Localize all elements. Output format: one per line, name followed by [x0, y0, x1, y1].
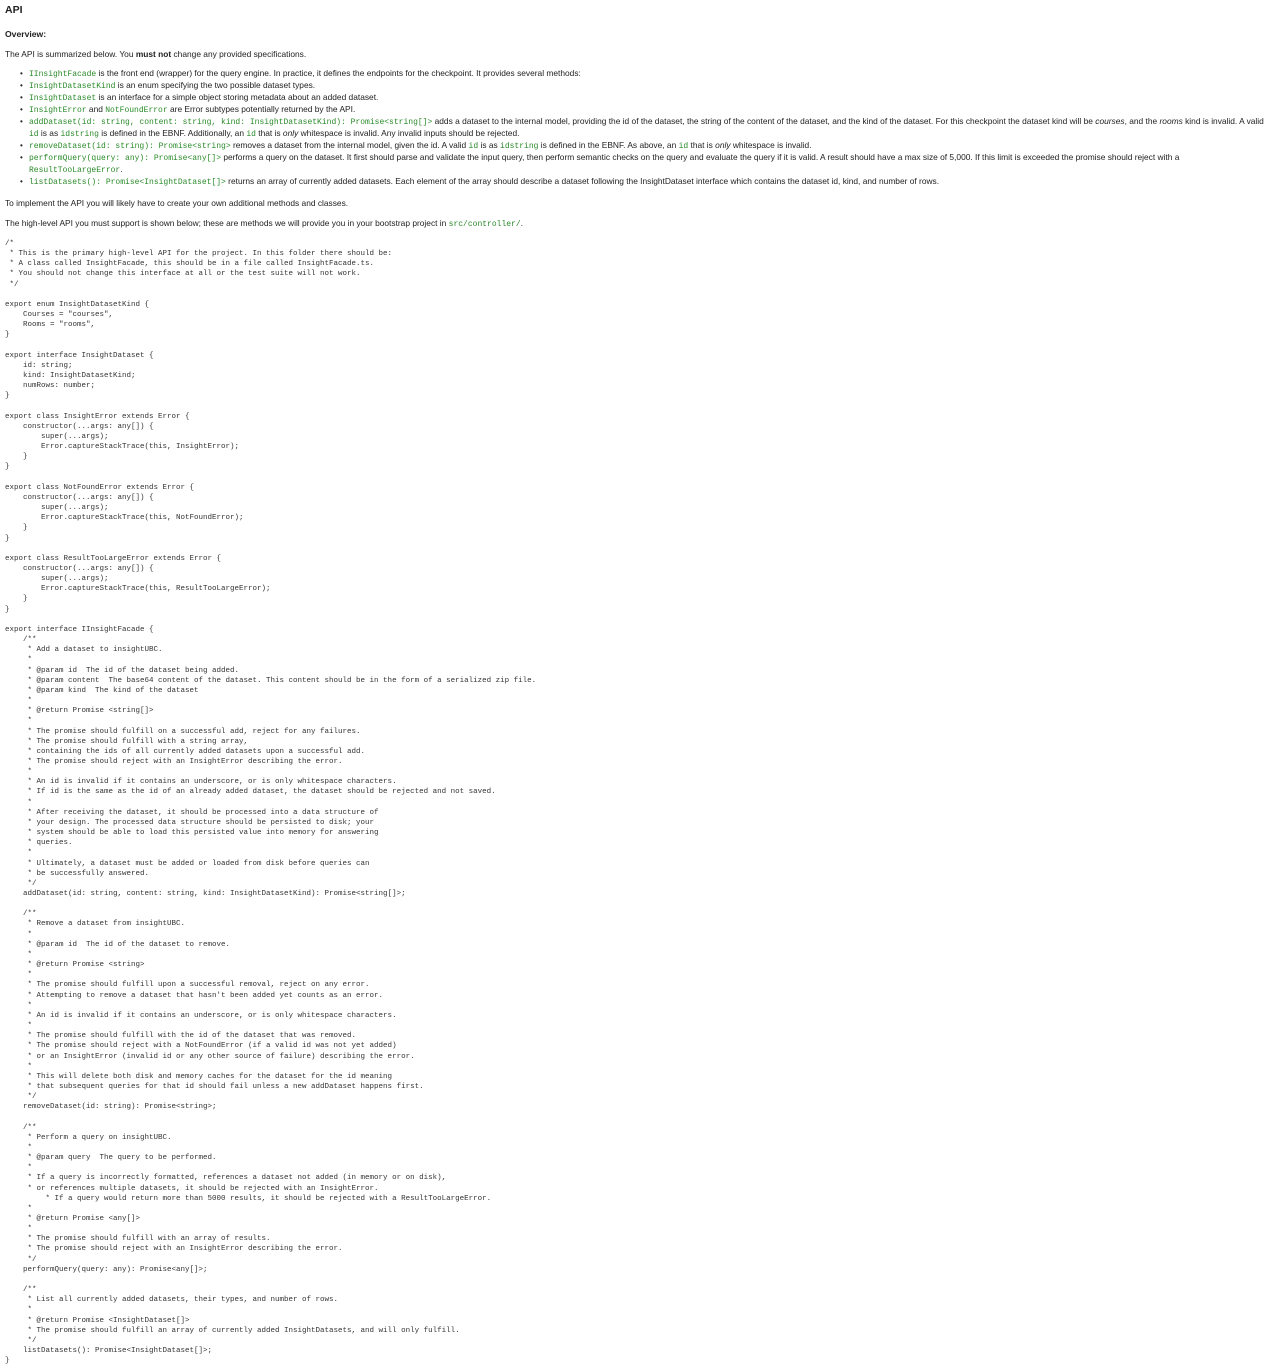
list-item — [29, 92, 1271, 104]
inline-code: idstring — [500, 142, 539, 151]
list-item-text: is an interface for a simple object storing metadata about an added dataset. — [96, 92, 379, 102]
emphasis: only — [715, 140, 731, 150]
intro-strong: must not — [135, 49, 172, 59]
inline-code: removeDataset(id: string): Promise<string> — [29, 142, 231, 151]
code-listing: /* * This is the primary high-level API for the project. In this folder there should be: * A class called InsightFacade, this should be in a file called InsightFacade.ts. * You should not change this interface at all or the test suite will not work. */ export enum InsightDatasetKind { Courses = "courses", Rooms = "rooms", } export interface InsightDataset { id: string; kind: InsightDatasetKind; numRows: number; } export class InsightError extends Error { constructor(...args: any[]) { super(...args); Error.captureStackTrace(this, InsightError); } } export class NotFoundError extends Error { constructor(...args: any[]) { super(...args); Error.captureStackTrace(this, NotFoundError); } } export class ResultTooLargeError extends Error { constructor(...args: any[]) { super(...args); Error.captureStackTrace(this, ResultTooLargeError); } } export interface IInsightFacade { /** * Add a dataset to insightUBC. * * @param id The id of the dataset being added. * @param content The base64 content of the dataset. This content should be in the form of a serialized zip file. * @param kind The kind of the dataset * * @return Promise <string[]> * * The promise should fulfill on a successful add, reject for any failures. * The promise should fulfill with a string array, * containing the ids of all currently added datasets upon a successful add. * The promise should reject with an InsightError describing the error. * * An id is invalid if it contains an underscore, or is only whitespace characters. * If id is the same as the id of an already added dataset, the dataset should be rejected and not saved. * * After receiving the dataset, it should be processed into a data structure of * your design. The processed data structure should be persisted to disk; your * system should be able to load this persisted value into memory for answering * queries. * * Ultimately, a dataset must be added or loaded from disk before queries can * be successfully answered. */ addDataset(id: string, content: string, kind: InsightDatasetKind): Promise<string[]>; /** * Remove a dataset from insightUBC. * * @param id The id of the dataset to remove. * * @return Promise <string> * * The promise should fulfill upon a successful removal, reject on any error. * Attempting to remove a dataset that hasn't been added yet counts as an error. * * An id is invalid if it contains an underscore, or is only whitespace characters. * * The promise should fulfill with the id of the dataset that was removed. * The promise should reject with a NotFoundError (if a valid id was not yet added) * or an InsightError (invalid id or any other source of failure) describing the error. * * This will delete both disk and memory caches for the dataset for the id meaning * that subsequent queries for that id should fail unless a new addDataset happens first. */ removeDataset(id: string): Promise<string>; /** * Perform a query on insightUBC. * * @param query The query to be performed. * * If a query is incorrectly formatted, references a dataset not added (in memory or on disk), * or references multiple datasets, it should be rejected with an InsightError. * If a query would return more than 5000 results, it should be rejected with a ResultTooLargeError. * * @return Promise <any[]> * * The promise should fulfill with an array of results. * The promise should reject with an InsightError describing the error. */ performQuery(query: any): Promise<any[]>; /** * List all currently added datasets, their types, and number of rows. * * @return Promise <InsightDataset[]> * The promise should fulfill an array of currently added InsightDatasets, and will only fulfill. */ listDatasets(): Promise<InsightDataset[]>; } — [5, 240, 537, 1366]
emphasis: rooms — [1159, 116, 1183, 126]
list-item-text: is the front end (wrapper) for the query engine. In practice, it defines the endpoints for the checkpoint. It provides several methods: — [96, 68, 581, 78]
inline-code: id — [29, 130, 39, 139]
list-item-text: whitespace is invalid. — [730, 140, 812, 150]
list-item — [29, 152, 1271, 176]
inline-code: performQuery(query: any): Promise<any[]> — [29, 154, 222, 163]
intro-text-before: The API is summarized below. You — [5, 49, 136, 59]
inline-code: NotFoundError — [105, 106, 168, 115]
api-bullet-list — [5, 68, 1271, 188]
inline-code: InsightDataset — [29, 94, 97, 103]
list-item-text: . — [120, 164, 123, 174]
list-item-text: performs a query on the dataset. It first should parse and validate the input query, then perform semantic checks on the query and evaluate the query if it is valid. A result should have a max size of 5,000. If this limit is exceeded the promise should reject with a — [221, 152, 1180, 162]
list-item — [29, 176, 1271, 188]
highlevel-paragraph — [5, 218, 1271, 230]
list-item-text: is an enum specifying the two possible dataset types. — [115, 80, 316, 90]
list-item — [29, 80, 1271, 92]
inline-code: id — [468, 142, 479, 151]
list-item-text: is as — [478, 140, 501, 150]
highlevel-end: . — [520, 218, 523, 228]
list-item-text: is defined in the EBNF. As above, an — [538, 140, 679, 150]
intro-paragraph — [5, 49, 1271, 60]
list-item-text: returns an array of currently added datasets. Each element of the array should describe a dataset following the InsightDataset interface which contains the dataset id, kind, and number of rows. — [225, 176, 940, 186]
bootstrap-path: src/controller/ — [448, 220, 521, 229]
intro-text-after: change any provided specifications. — [171, 49, 307, 59]
list-item-text: whitespace is invalid. Any invalid inputs should be rejected. — [298, 128, 520, 138]
inline-code: id — [246, 130, 256, 139]
inline-code: listDatasets(): Promise<InsightDataset[]> — [29, 178, 226, 187]
emphasis: only — [282, 128, 299, 138]
list-item — [29, 104, 1271, 116]
list-item — [29, 68, 1271, 80]
implement-note: To implement the API you will likely have to create your own additional methods and classes. — [5, 198, 349, 208]
overview-heading: Overview: — [5, 29, 47, 39]
list-item-text: that is — [688, 140, 716, 150]
inline-code: InsightError — [29, 106, 87, 115]
inline-code: InsightDatasetKind — [29, 82, 116, 91]
inline-code: ResultTooLargeError — [29, 166, 121, 175]
page-title: API — [5, 4, 23, 16]
list-item-text: and — [86, 104, 106, 114]
highlevel-text: The high-level API you must support is shown below; these are methods we will provide you in your bootstrap project in — [5, 218, 449, 228]
list-item-text: , and the — [1124, 116, 1160, 126]
list-item-text: is as — [38, 128, 61, 138]
inline-code: id — [678, 142, 689, 151]
list-item-text: is defined in the EBNF. Additionally, an — [98, 128, 247, 138]
list-item-text: that is — [255, 128, 283, 138]
list-item — [29, 140, 1271, 152]
inline-code: addDataset(id: string, content: string, kind: InsightDatasetKind): Promise<string[]> — [29, 118, 433, 127]
emphasis: courses — [1095, 116, 1125, 126]
list-item-text: removes a dataset from the internal model, given the id. A valid — [230, 140, 469, 150]
inline-code: idstring — [60, 130, 99, 139]
list-item-text: kind is invalid. A valid — [1182, 116, 1264, 126]
list-item-text: adds a dataset to the internal model, providing the id of the dataset, the string of the content of the dataset, and the kind of the dataset. For this checkpoint the dataset kind will be — [432, 116, 1096, 126]
list-item — [29, 116, 1271, 140]
inline-code: IInsightFacade — [29, 70, 97, 79]
list-item-text: are Error subtypes potentially returned by the API. — [167, 104, 356, 114]
